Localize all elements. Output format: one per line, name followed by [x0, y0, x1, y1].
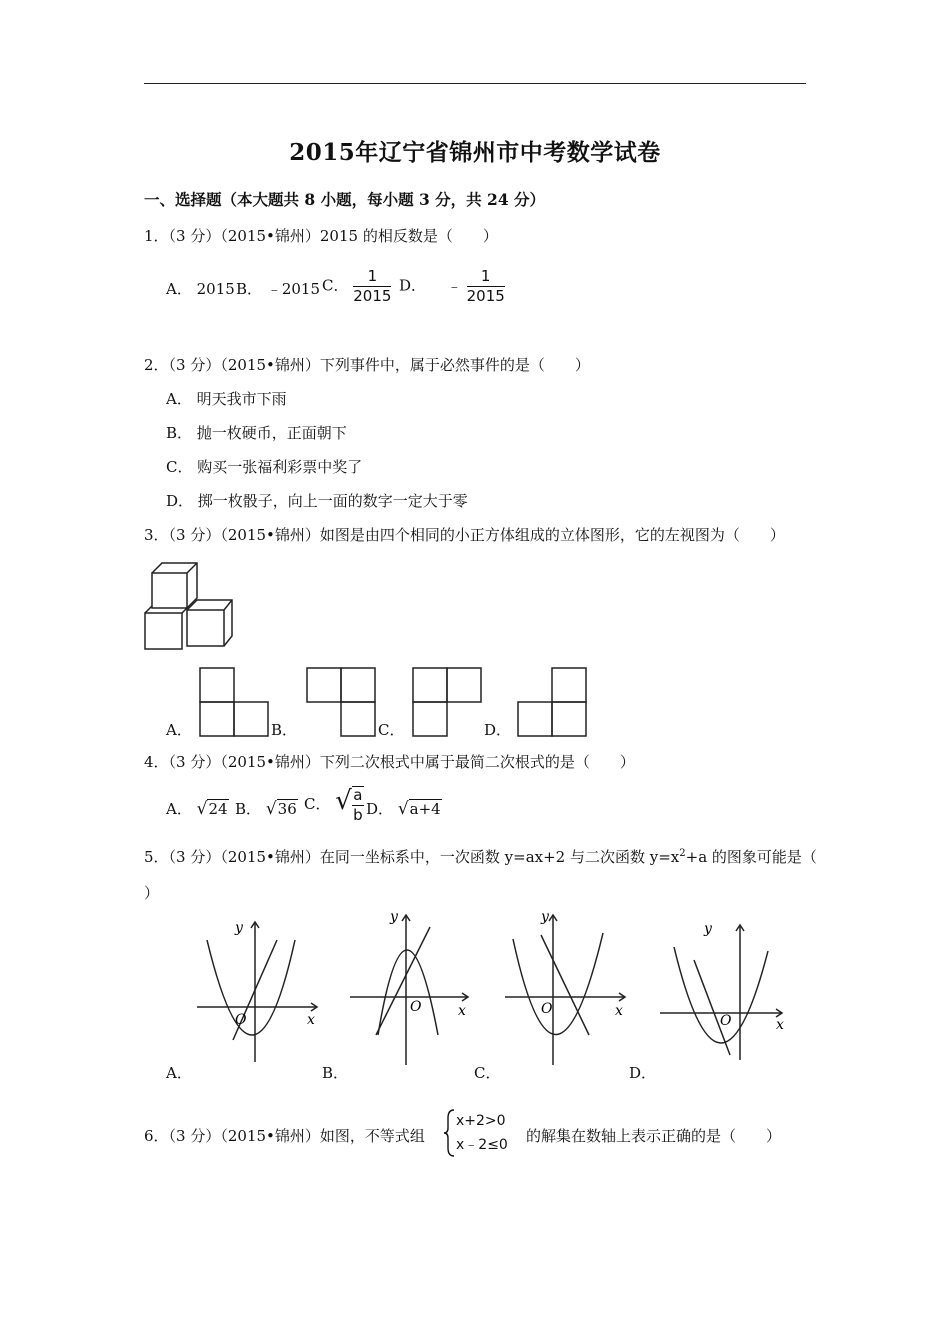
- left-view-option-c: [412, 667, 484, 737]
- left-view-option-d: [517, 667, 589, 737]
- question-2-option-a: A． 明天我市下雨: [166, 390, 287, 408]
- question-1-option-d: D． ﹣ $\frac{1}{2015}$: [399, 267, 505, 305]
- header-rule: [144, 83, 806, 84]
- svg-text:O: O: [541, 1001, 553, 1017]
- question-4-option-d: D． √a+4: [366, 799, 441, 819]
- svg-text:x: x: [307, 1012, 315, 1028]
- svg-text:y: y: [235, 920, 243, 936]
- section-heading: 一、选择题（本大题共 8 小题，每小题 3 分，共 24 分）: [144, 190, 546, 209]
- svg-text:x: x: [615, 1003, 623, 1019]
- question-1-option-c: C． $\frac{1}{2015}$: [322, 267, 392, 305]
- fraction-c: $\frac{1}{2015}$: [353, 267, 392, 305]
- cube-solid-figure: [140, 558, 240, 654]
- svg-text:y: y: [541, 909, 549, 925]
- left-view-option-b: [306, 667, 378, 737]
- question-4-option-a: A． √24: [166, 799, 228, 819]
- question-4-stem: 4．（3 分）（2015•锦州）下列二次根式中属于最简二次根式的是（ ）: [144, 753, 635, 771]
- question-6-stem-end: 的解集在数轴上表示正确的是（ ）: [526, 1127, 782, 1145]
- question-3-option-c-label: C．: [378, 721, 405, 739]
- svg-text:O: O: [720, 1013, 732, 1029]
- graph-option-d: [658, 915, 793, 1065]
- question-6-stem-start: 6．（3 分）（2015•锦州）如图，不等式组: [144, 1127, 425, 1145]
- svg-text:O: O: [410, 999, 422, 1015]
- question-5-option-d-label: D．: [629, 1064, 657, 1082]
- svg-text:x: x: [776, 1017, 784, 1033]
- question-2-stem: 2．（3 分）（2015•锦州）下列事件中，属于必然事件的是（ ）: [144, 356, 590, 374]
- question-5-stem-end: ）: [144, 884, 160, 902]
- question-3-option-a-label: A．: [166, 721, 192, 739]
- question-1-option-a: A． 2015: [166, 280, 235, 298]
- question-2-option-b: B． 抛一枚硬币，正面朝下: [166, 424, 347, 442]
- question-1-option-b: B． ﹣2015: [236, 280, 320, 298]
- svg-text:O: O: [235, 1012, 247, 1028]
- question-2-option-d: D． 掷一枚骰子，向上一面的数字一定大于零: [166, 492, 468, 510]
- svg-text:x: x: [458, 1003, 466, 1019]
- fraction-d: $\frac{1}{2015}$: [466, 267, 505, 305]
- left-view-option-a: [199, 667, 271, 737]
- graph-option-a: [195, 912, 325, 1072]
- svg-text:y: y: [704, 921, 712, 937]
- question-3-stem: 3．（3 分）（2015•锦州）如图是由四个相同的小正方体组成的立体图形，它的左视图为（ ）: [144, 526, 785, 544]
- question-5-option-b-label: B．: [322, 1064, 349, 1082]
- question-3-option-d-label: D．: [484, 721, 512, 739]
- left-brace-icon: [444, 1108, 456, 1158]
- svg-text:y: y: [390, 909, 398, 925]
- question-5-option-a-label: A．: [166, 1064, 192, 1082]
- page-title: 2015年辽宁省锦州市中考数学试卷: [289, 139, 661, 166]
- question-1-stem: 1．（3 分）（2015•锦州）2015 的相反数是（ ）: [144, 227, 498, 245]
- graph-option-c: [503, 905, 633, 1070]
- question-4-option-c: C． √ $\frac{a}{b}$: [304, 786, 363, 824]
- question-4-option-b: B． √36: [235, 799, 297, 819]
- question-5-stem: 5．（3 分）（2015•锦州）在同一坐标系中，一次函数 y=ax+2 与二次函数 $y=x^2+a$ 的图象可能是（: [144, 848, 817, 866]
- question-2-option-c: C． 购买一张福利彩票中奖了: [166, 458, 363, 476]
- question-5-option-c-label: C．: [474, 1064, 501, 1082]
- graph-option-b: [348, 905, 478, 1070]
- question-3-option-b-label: B．: [271, 721, 298, 739]
